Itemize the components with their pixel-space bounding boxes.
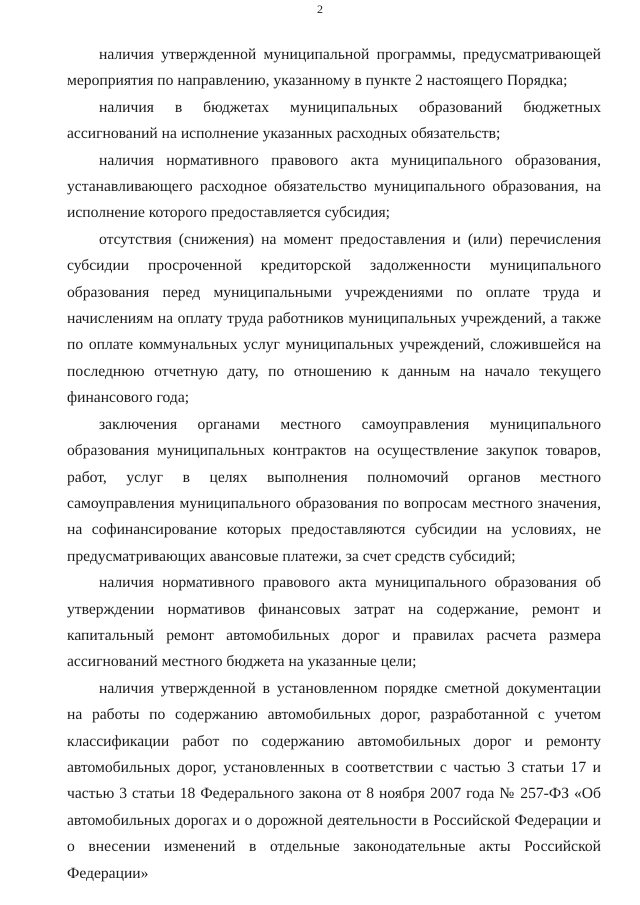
paragraph-estimate-documentation: наличия утвержденной в установленном порядке сметной документации на работы по содержанию автомобильных дорог, разработанной с учетом классификации работ по содержанию автомобильных дорог и ремонту автомобильных дорог, установленных в соответствии с частью 3 статьи 17 и частью 3 статьи 18 Федерального закона от 8 ноября 2007 года № 257-ФЗ «Об автомобильных дорогах и о дорожной деятельности в Российской Федерации и о внесении изменений в отдельные законодательные акты Российской Федерации» <box>67 679 601 882</box>
paragraph-no-overdue-debt: отсутствия (снижения) на момент предоставления и (или) перечисления субсидии просроченной кредиторской задолженности муниципального образования перед муниципальными учреждениями по оплате труда и начислениям на оплату труда работников муниципальных учреждений, а также по оплате коммунальных услуг муниципальных учреждений, сложившейся на последнюю отчетную дату, по отношению к данным на начало текущего финансового года; <box>67 230 601 407</box>
paragraph-regulatory-act: наличия нормативного правового акта муниципального образования, устанавливающего расходное обязательство муниципального образования, на исполнение которого предоставляется субсидия; <box>67 151 601 222</box>
paragraph-municipal-contracts: заключения органами местного самоуправления муниципального образования муниципальных контрактов на осуществление закупок товаров, работ, услуг в целях выполнения полномочий органов местного самоуправления муниципального образования по вопросам местного значения, на софинансирование которых предоставляются субсидии на условиях, не предусматривающих авансовые платежи, за счет средств субсидий; <box>67 415 601 565</box>
paragraph-cost-standards: наличия нормативного правового акта муниципального образования об утверждении нормативов финансовых затрат на содержание, ремонт и капитальный ремонт автомобильных дорог и правилах расчета размера ассигнований местного бюджета на указанные цели; <box>67 574 601 671</box>
page-number: 2 <box>317 2 323 16</box>
paragraph-budget-allocations: наличия в бюджетах муниципальных образований бюджетных ассигнований на исполнение указанных расходных обязательств; <box>67 98 601 143</box>
paragraph-municipal-program: наличия утвержденной муниципальной программы, предусматривающей мероприятия по направлению, указанному в пункте 2 настоящего Порядка; <box>67 46 601 90</box>
document-body <box>67 42 601 887</box>
